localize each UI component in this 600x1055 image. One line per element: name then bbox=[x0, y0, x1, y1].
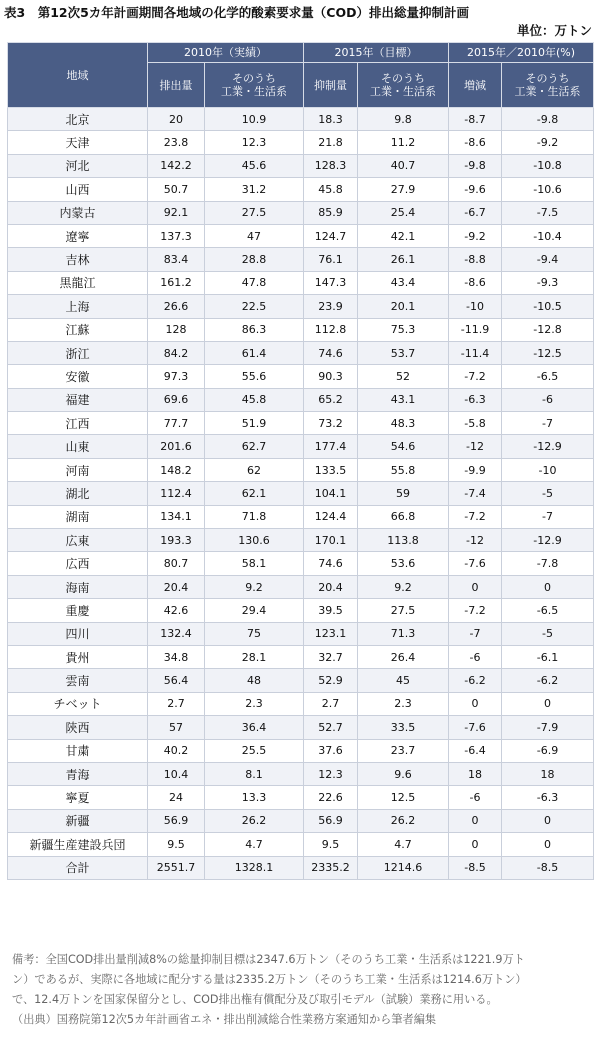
value-cell: -7.2 bbox=[449, 505, 502, 528]
value-cell: 62.7 bbox=[205, 435, 304, 458]
region-cell: 新疆生産建設兵団 bbox=[8, 833, 148, 856]
value-cell: 2.3 bbox=[358, 692, 449, 715]
value-cell: 2.3 bbox=[205, 692, 304, 715]
value-cell: 0 bbox=[502, 575, 594, 598]
region-cell: 重慶 bbox=[8, 599, 148, 622]
value-cell: -7.4 bbox=[449, 482, 502, 505]
value-cell: 2551.7 bbox=[148, 856, 205, 879]
value-cell: 85.9 bbox=[304, 201, 358, 224]
value-cell: 62.1 bbox=[205, 482, 304, 505]
table-row bbox=[8, 178, 594, 201]
of-which-line2: 工業・生活系 bbox=[221, 85, 287, 98]
region-cell: 合計 bbox=[8, 856, 148, 879]
value-cell: 112.8 bbox=[304, 318, 358, 341]
value-cell: 80.7 bbox=[148, 552, 205, 575]
value-cell: 18 bbox=[449, 762, 502, 785]
value-cell: -5 bbox=[502, 622, 594, 645]
value-cell: 84.2 bbox=[148, 341, 205, 364]
table-row bbox=[8, 435, 594, 458]
value-cell: 31.2 bbox=[205, 178, 304, 201]
value-cell: 32.7 bbox=[304, 645, 358, 668]
value-cell: 39.5 bbox=[304, 599, 358, 622]
header-region: 地域 bbox=[8, 43, 148, 108]
header-2015-group: 2015年（目標） bbox=[304, 43, 449, 63]
note-line: 備考：全国COD排出量削減8%の総量抑制目標は2347.6万トン（そのうち工業・生活系は1221.9万ト bbox=[12, 953, 525, 966]
region-cell: 江蘇 bbox=[8, 318, 148, 341]
value-cell: -12.9 bbox=[502, 435, 594, 458]
value-cell: 20.4 bbox=[304, 575, 358, 598]
value-cell: 34.8 bbox=[148, 645, 205, 668]
table-row bbox=[8, 739, 594, 762]
value-cell: 193.3 bbox=[148, 529, 205, 552]
value-cell: 45 bbox=[358, 669, 449, 692]
region-cell: 浙江 bbox=[8, 341, 148, 364]
value-cell: -6.3 bbox=[502, 786, 594, 809]
value-cell: 53.7 bbox=[358, 341, 449, 364]
value-cell: 10.9 bbox=[205, 108, 304, 131]
value-cell: 0 bbox=[449, 575, 502, 598]
region-cell: 湖北 bbox=[8, 482, 148, 505]
value-cell: -8.7 bbox=[449, 108, 502, 131]
of-which-line2: 工業・生活系 bbox=[514, 85, 581, 98]
region-cell: 上海 bbox=[8, 295, 148, 318]
value-cell: 57 bbox=[148, 716, 205, 739]
value-cell: 0 bbox=[449, 692, 502, 715]
value-cell: 128 bbox=[148, 318, 205, 341]
header-of-which-ratio bbox=[502, 63, 594, 108]
value-cell: -9.3 bbox=[502, 271, 594, 294]
region-cell: 天津 bbox=[8, 131, 148, 154]
region-cell: 吉林 bbox=[8, 248, 148, 271]
value-cell: 147.3 bbox=[304, 271, 358, 294]
value-cell: 52 bbox=[358, 365, 449, 388]
table-row bbox=[8, 716, 594, 739]
value-cell: 27.5 bbox=[205, 201, 304, 224]
value-cell: 161.2 bbox=[148, 271, 205, 294]
value-cell: 10.4 bbox=[148, 762, 205, 785]
value-cell: 148.2 bbox=[148, 458, 205, 481]
value-cell: 54.6 bbox=[358, 435, 449, 458]
value-cell: 9.2 bbox=[205, 575, 304, 598]
value-cell: -8.6 bbox=[449, 271, 502, 294]
table-row bbox=[8, 833, 594, 856]
value-cell: -8.6 bbox=[449, 131, 502, 154]
value-cell: 0 bbox=[449, 833, 502, 856]
value-cell: 12.5 bbox=[358, 786, 449, 809]
value-cell: 2.7 bbox=[304, 692, 358, 715]
value-cell: 1328.1 bbox=[205, 856, 304, 879]
value-cell: 113.8 bbox=[358, 529, 449, 552]
value-cell: 45.6 bbox=[205, 154, 304, 177]
value-cell: 13.3 bbox=[205, 786, 304, 809]
table-row bbox=[8, 599, 594, 622]
value-cell: -7.2 bbox=[449, 365, 502, 388]
value-cell: 0 bbox=[502, 692, 594, 715]
value-cell: -10.8 bbox=[502, 154, 594, 177]
of-which-line2: 工業・生活系 bbox=[370, 85, 436, 98]
value-cell: 124.4 bbox=[304, 505, 358, 528]
value-cell: 123.1 bbox=[304, 622, 358, 645]
value-cell: -9.9 bbox=[449, 458, 502, 481]
value-cell: 1214.6 bbox=[358, 856, 449, 879]
region-cell: 山西 bbox=[8, 178, 148, 201]
value-cell: 83.4 bbox=[148, 248, 205, 271]
value-cell: 42.6 bbox=[148, 599, 205, 622]
value-cell: -12.8 bbox=[502, 318, 594, 341]
value-cell: -9.8 bbox=[449, 154, 502, 177]
value-cell: -8.5 bbox=[449, 856, 502, 879]
region-cell: 安徽 bbox=[8, 365, 148, 388]
of-which-line1: そのうち bbox=[232, 72, 276, 85]
value-cell: -6 bbox=[502, 388, 594, 411]
header-change: 増減 bbox=[449, 63, 502, 108]
value-cell: -6.3 bbox=[449, 388, 502, 411]
value-cell: 92.1 bbox=[148, 201, 205, 224]
value-cell: 12.3 bbox=[304, 762, 358, 785]
value-cell: 86.3 bbox=[205, 318, 304, 341]
value-cell: 9.5 bbox=[148, 833, 205, 856]
table-row bbox=[8, 552, 594, 575]
value-cell: 45.8 bbox=[304, 178, 358, 201]
value-cell: 9.6 bbox=[358, 762, 449, 785]
table-row bbox=[8, 341, 594, 364]
region-cell: 河北 bbox=[8, 154, 148, 177]
table-row bbox=[8, 201, 594, 224]
value-cell: -7.6 bbox=[449, 552, 502, 575]
value-cell: 48 bbox=[205, 669, 304, 692]
table-row bbox=[8, 575, 594, 598]
region-cell: 遼寧 bbox=[8, 224, 148, 247]
value-cell: -10.5 bbox=[502, 295, 594, 318]
value-cell: 20.4 bbox=[148, 575, 205, 598]
value-cell: -9.2 bbox=[502, 131, 594, 154]
value-cell: 75 bbox=[205, 622, 304, 645]
value-cell: 90.3 bbox=[304, 365, 358, 388]
value-cell: 50.7 bbox=[148, 178, 205, 201]
value-cell: -5 bbox=[502, 482, 594, 505]
value-cell: 47.8 bbox=[205, 271, 304, 294]
value-cell: 47 bbox=[205, 224, 304, 247]
header-2010-group: 2010年（実績） bbox=[148, 43, 304, 63]
region-cell: 江西 bbox=[8, 412, 148, 435]
value-cell: 59 bbox=[358, 482, 449, 505]
value-cell: 9.5 bbox=[304, 833, 358, 856]
value-cell: -10.6 bbox=[502, 178, 594, 201]
value-cell: 25.4 bbox=[358, 201, 449, 224]
note-line: ン）であるが、実際に各地域に配分する量は2335.2万トン（そのうち工業・生活系は1214.6万トン） bbox=[12, 973, 527, 986]
table-row bbox=[8, 856, 594, 879]
header-control: 抑制量 bbox=[304, 63, 358, 108]
source-line: （出典）国務院第12次5カ年計画省エネ・排出削減総合性業務方案通知から筆者編集 bbox=[12, 1013, 437, 1026]
value-cell: 76.1 bbox=[304, 248, 358, 271]
value-cell: 25.5 bbox=[205, 739, 304, 762]
value-cell: 21.8 bbox=[304, 131, 358, 154]
value-cell: 66.8 bbox=[358, 505, 449, 528]
value-cell: 56.9 bbox=[304, 809, 358, 832]
value-cell: 0 bbox=[502, 809, 594, 832]
table-row bbox=[8, 412, 594, 435]
table-row bbox=[8, 224, 594, 247]
region-cell: 四川 bbox=[8, 622, 148, 645]
value-cell: -6.5 bbox=[502, 365, 594, 388]
value-cell: 74.6 bbox=[304, 341, 358, 364]
value-cell: -6.1 bbox=[502, 645, 594, 668]
value-cell: -7.2 bbox=[449, 599, 502, 622]
region-cell: 青海 bbox=[8, 762, 148, 785]
region-cell: 甘粛 bbox=[8, 739, 148, 762]
value-cell: 28.1 bbox=[205, 645, 304, 668]
region-cell: 湖南 bbox=[8, 505, 148, 528]
value-cell: 18.3 bbox=[304, 108, 358, 131]
value-cell: -11.4 bbox=[449, 341, 502, 364]
region-cell: 内蒙古 bbox=[8, 201, 148, 224]
table-row bbox=[8, 482, 594, 505]
table-row bbox=[8, 365, 594, 388]
value-cell: 20 bbox=[148, 108, 205, 131]
value-cell: 56.9 bbox=[148, 809, 205, 832]
table-row bbox=[8, 622, 594, 645]
table-row bbox=[8, 669, 594, 692]
table-row bbox=[8, 318, 594, 341]
value-cell: 61.4 bbox=[205, 341, 304, 364]
value-cell: 132.4 bbox=[148, 622, 205, 645]
value-cell: -12.5 bbox=[502, 341, 594, 364]
value-cell: -9.4 bbox=[502, 248, 594, 271]
value-cell: -7 bbox=[502, 505, 594, 528]
value-cell: 73.2 bbox=[304, 412, 358, 435]
value-cell: -10 bbox=[502, 458, 594, 481]
value-cell: 26.2 bbox=[358, 809, 449, 832]
value-cell: -5.8 bbox=[449, 412, 502, 435]
header-of-which-2010 bbox=[205, 63, 304, 108]
notes bbox=[12, 950, 592, 1030]
value-cell: 170.1 bbox=[304, 529, 358, 552]
value-cell: 23.9 bbox=[304, 295, 358, 318]
table-row bbox=[8, 529, 594, 552]
table-body bbox=[8, 108, 594, 880]
region-cell: 河南 bbox=[8, 458, 148, 481]
value-cell: -6.7 bbox=[449, 201, 502, 224]
region-cell: 福建 bbox=[8, 388, 148, 411]
value-cell: 201.6 bbox=[148, 435, 205, 458]
value-cell: 53.6 bbox=[358, 552, 449, 575]
value-cell: -12 bbox=[449, 529, 502, 552]
value-cell: 56.4 bbox=[148, 669, 205, 692]
value-cell: -10 bbox=[449, 295, 502, 318]
header-ratio-group: 2015年／2010年(%) bbox=[449, 43, 594, 63]
value-cell: 71.3 bbox=[358, 622, 449, 645]
value-cell: 45.8 bbox=[205, 388, 304, 411]
region-cell: 北京 bbox=[8, 108, 148, 131]
value-cell: 52.9 bbox=[304, 669, 358, 692]
unit-label: 単位：万トン bbox=[516, 23, 592, 38]
value-cell: -12.9 bbox=[502, 529, 594, 552]
region-cell: 山東 bbox=[8, 435, 148, 458]
value-cell: -8.8 bbox=[449, 248, 502, 271]
value-cell: 20.1 bbox=[358, 295, 449, 318]
value-cell: 137.3 bbox=[148, 224, 205, 247]
value-cell: 2335.2 bbox=[304, 856, 358, 879]
table-row bbox=[8, 271, 594, 294]
table-row bbox=[8, 248, 594, 271]
value-cell: 43.1 bbox=[358, 388, 449, 411]
value-cell: -6.2 bbox=[502, 669, 594, 692]
value-cell: -7 bbox=[502, 412, 594, 435]
value-cell: 55.6 bbox=[205, 365, 304, 388]
region-cell: 黒龍江 bbox=[8, 271, 148, 294]
value-cell: 77.7 bbox=[148, 412, 205, 435]
value-cell: 26.4 bbox=[358, 645, 449, 668]
value-cell: -10.4 bbox=[502, 224, 594, 247]
value-cell: 36.4 bbox=[205, 716, 304, 739]
value-cell: 74.6 bbox=[304, 552, 358, 575]
table-row bbox=[8, 131, 594, 154]
value-cell: 26.2 bbox=[205, 809, 304, 832]
value-cell: 2.7 bbox=[148, 692, 205, 715]
value-cell: 134.1 bbox=[148, 505, 205, 528]
value-cell: 42.1 bbox=[358, 224, 449, 247]
region-cell: 貴州 bbox=[8, 645, 148, 668]
value-cell: -6.2 bbox=[449, 669, 502, 692]
value-cell: 124.7 bbox=[304, 224, 358, 247]
value-cell: 28.8 bbox=[205, 248, 304, 271]
value-cell: 8.1 bbox=[205, 762, 304, 785]
value-cell: 4.7 bbox=[358, 833, 449, 856]
value-cell: 48.3 bbox=[358, 412, 449, 435]
value-cell: -7.8 bbox=[502, 552, 594, 575]
value-cell: 65.2 bbox=[304, 388, 358, 411]
value-cell: -7.5 bbox=[502, 201, 594, 224]
value-cell: -7.9 bbox=[502, 716, 594, 739]
table-row bbox=[8, 154, 594, 177]
value-cell: 58.1 bbox=[205, 552, 304, 575]
region-cell: チベット bbox=[8, 692, 148, 715]
value-cell: -9.8 bbox=[502, 108, 594, 131]
table-row bbox=[8, 295, 594, 318]
cod-table bbox=[7, 42, 594, 880]
value-cell: 51.9 bbox=[205, 412, 304, 435]
table-row bbox=[8, 645, 594, 668]
value-cell: 128.3 bbox=[304, 154, 358, 177]
value-cell: 40.7 bbox=[358, 154, 449, 177]
value-cell: 62 bbox=[205, 458, 304, 481]
value-cell: 97.3 bbox=[148, 365, 205, 388]
header-emission: 排出量 bbox=[148, 63, 205, 108]
value-cell: 9.8 bbox=[358, 108, 449, 131]
value-cell: -12 bbox=[449, 435, 502, 458]
value-cell: 71.8 bbox=[205, 505, 304, 528]
note-line: で、12.4万トンを国家保留分とし、COD排出権有償配分及び取引モデル（試験）業務に用いる。 bbox=[12, 993, 498, 1006]
value-cell: -6.9 bbox=[502, 739, 594, 762]
value-cell: 27.9 bbox=[358, 178, 449, 201]
value-cell: -8.5 bbox=[502, 856, 594, 879]
value-cell: 23.7 bbox=[358, 739, 449, 762]
table-row bbox=[8, 505, 594, 528]
value-cell: 22.5 bbox=[205, 295, 304, 318]
value-cell: 12.3 bbox=[205, 131, 304, 154]
value-cell: -9.6 bbox=[449, 178, 502, 201]
value-cell: 4.7 bbox=[205, 833, 304, 856]
value-cell: -9.2 bbox=[449, 224, 502, 247]
value-cell: 130.6 bbox=[205, 529, 304, 552]
value-cell: 33.5 bbox=[358, 716, 449, 739]
value-cell: -6 bbox=[449, 786, 502, 809]
value-cell: 52.7 bbox=[304, 716, 358, 739]
value-cell: 104.1 bbox=[304, 482, 358, 505]
value-cell: 40.2 bbox=[148, 739, 205, 762]
value-cell: 27.5 bbox=[358, 599, 449, 622]
region-cell: 広東 bbox=[8, 529, 148, 552]
of-which-line1: そのうち bbox=[381, 72, 425, 85]
value-cell: 11.2 bbox=[358, 131, 449, 154]
header-of-which-2015 bbox=[358, 63, 449, 108]
region-cell: 寧夏 bbox=[8, 786, 148, 809]
table-row bbox=[8, 762, 594, 785]
value-cell: 142.2 bbox=[148, 154, 205, 177]
value-cell: 69.6 bbox=[148, 388, 205, 411]
value-cell: 112.4 bbox=[148, 482, 205, 505]
value-cell: 23.8 bbox=[148, 131, 205, 154]
value-cell: 22.6 bbox=[304, 786, 358, 809]
value-cell: -6 bbox=[449, 645, 502, 668]
value-cell: -6.5 bbox=[502, 599, 594, 622]
value-cell: -11.9 bbox=[449, 318, 502, 341]
table-row bbox=[8, 458, 594, 481]
value-cell: 55.8 bbox=[358, 458, 449, 481]
region-cell: 広西 bbox=[8, 552, 148, 575]
region-cell: 新疆 bbox=[8, 809, 148, 832]
value-cell: 9.2 bbox=[358, 575, 449, 598]
value-cell: 133.5 bbox=[304, 458, 358, 481]
value-cell: 0 bbox=[449, 809, 502, 832]
table-row bbox=[8, 692, 594, 715]
region-cell: 陝西 bbox=[8, 716, 148, 739]
value-cell: 29.4 bbox=[205, 599, 304, 622]
table-row bbox=[8, 786, 594, 809]
value-cell: 24 bbox=[148, 786, 205, 809]
page-title: 表3 第12次5カ年計画期間各地域の化学的酸素要求量（COD）排出総量抑制計画 bbox=[4, 5, 469, 20]
value-cell: 0 bbox=[502, 833, 594, 856]
value-cell: -7.6 bbox=[449, 716, 502, 739]
value-cell: 18 bbox=[502, 762, 594, 785]
value-cell: -7 bbox=[449, 622, 502, 645]
table-row bbox=[8, 388, 594, 411]
table-row bbox=[8, 809, 594, 832]
value-cell: 43.4 bbox=[358, 271, 449, 294]
value-cell: 177.4 bbox=[304, 435, 358, 458]
value-cell: 37.6 bbox=[304, 739, 358, 762]
value-cell: 26.6 bbox=[148, 295, 205, 318]
region-cell: 雲南 bbox=[8, 669, 148, 692]
table-row bbox=[8, 108, 594, 131]
value-cell: 26.1 bbox=[358, 248, 449, 271]
value-cell: -6.4 bbox=[449, 739, 502, 762]
of-which-line1: そのうち bbox=[525, 72, 570, 85]
value-cell: 75.3 bbox=[358, 318, 449, 341]
region-cell: 海南 bbox=[8, 575, 148, 598]
